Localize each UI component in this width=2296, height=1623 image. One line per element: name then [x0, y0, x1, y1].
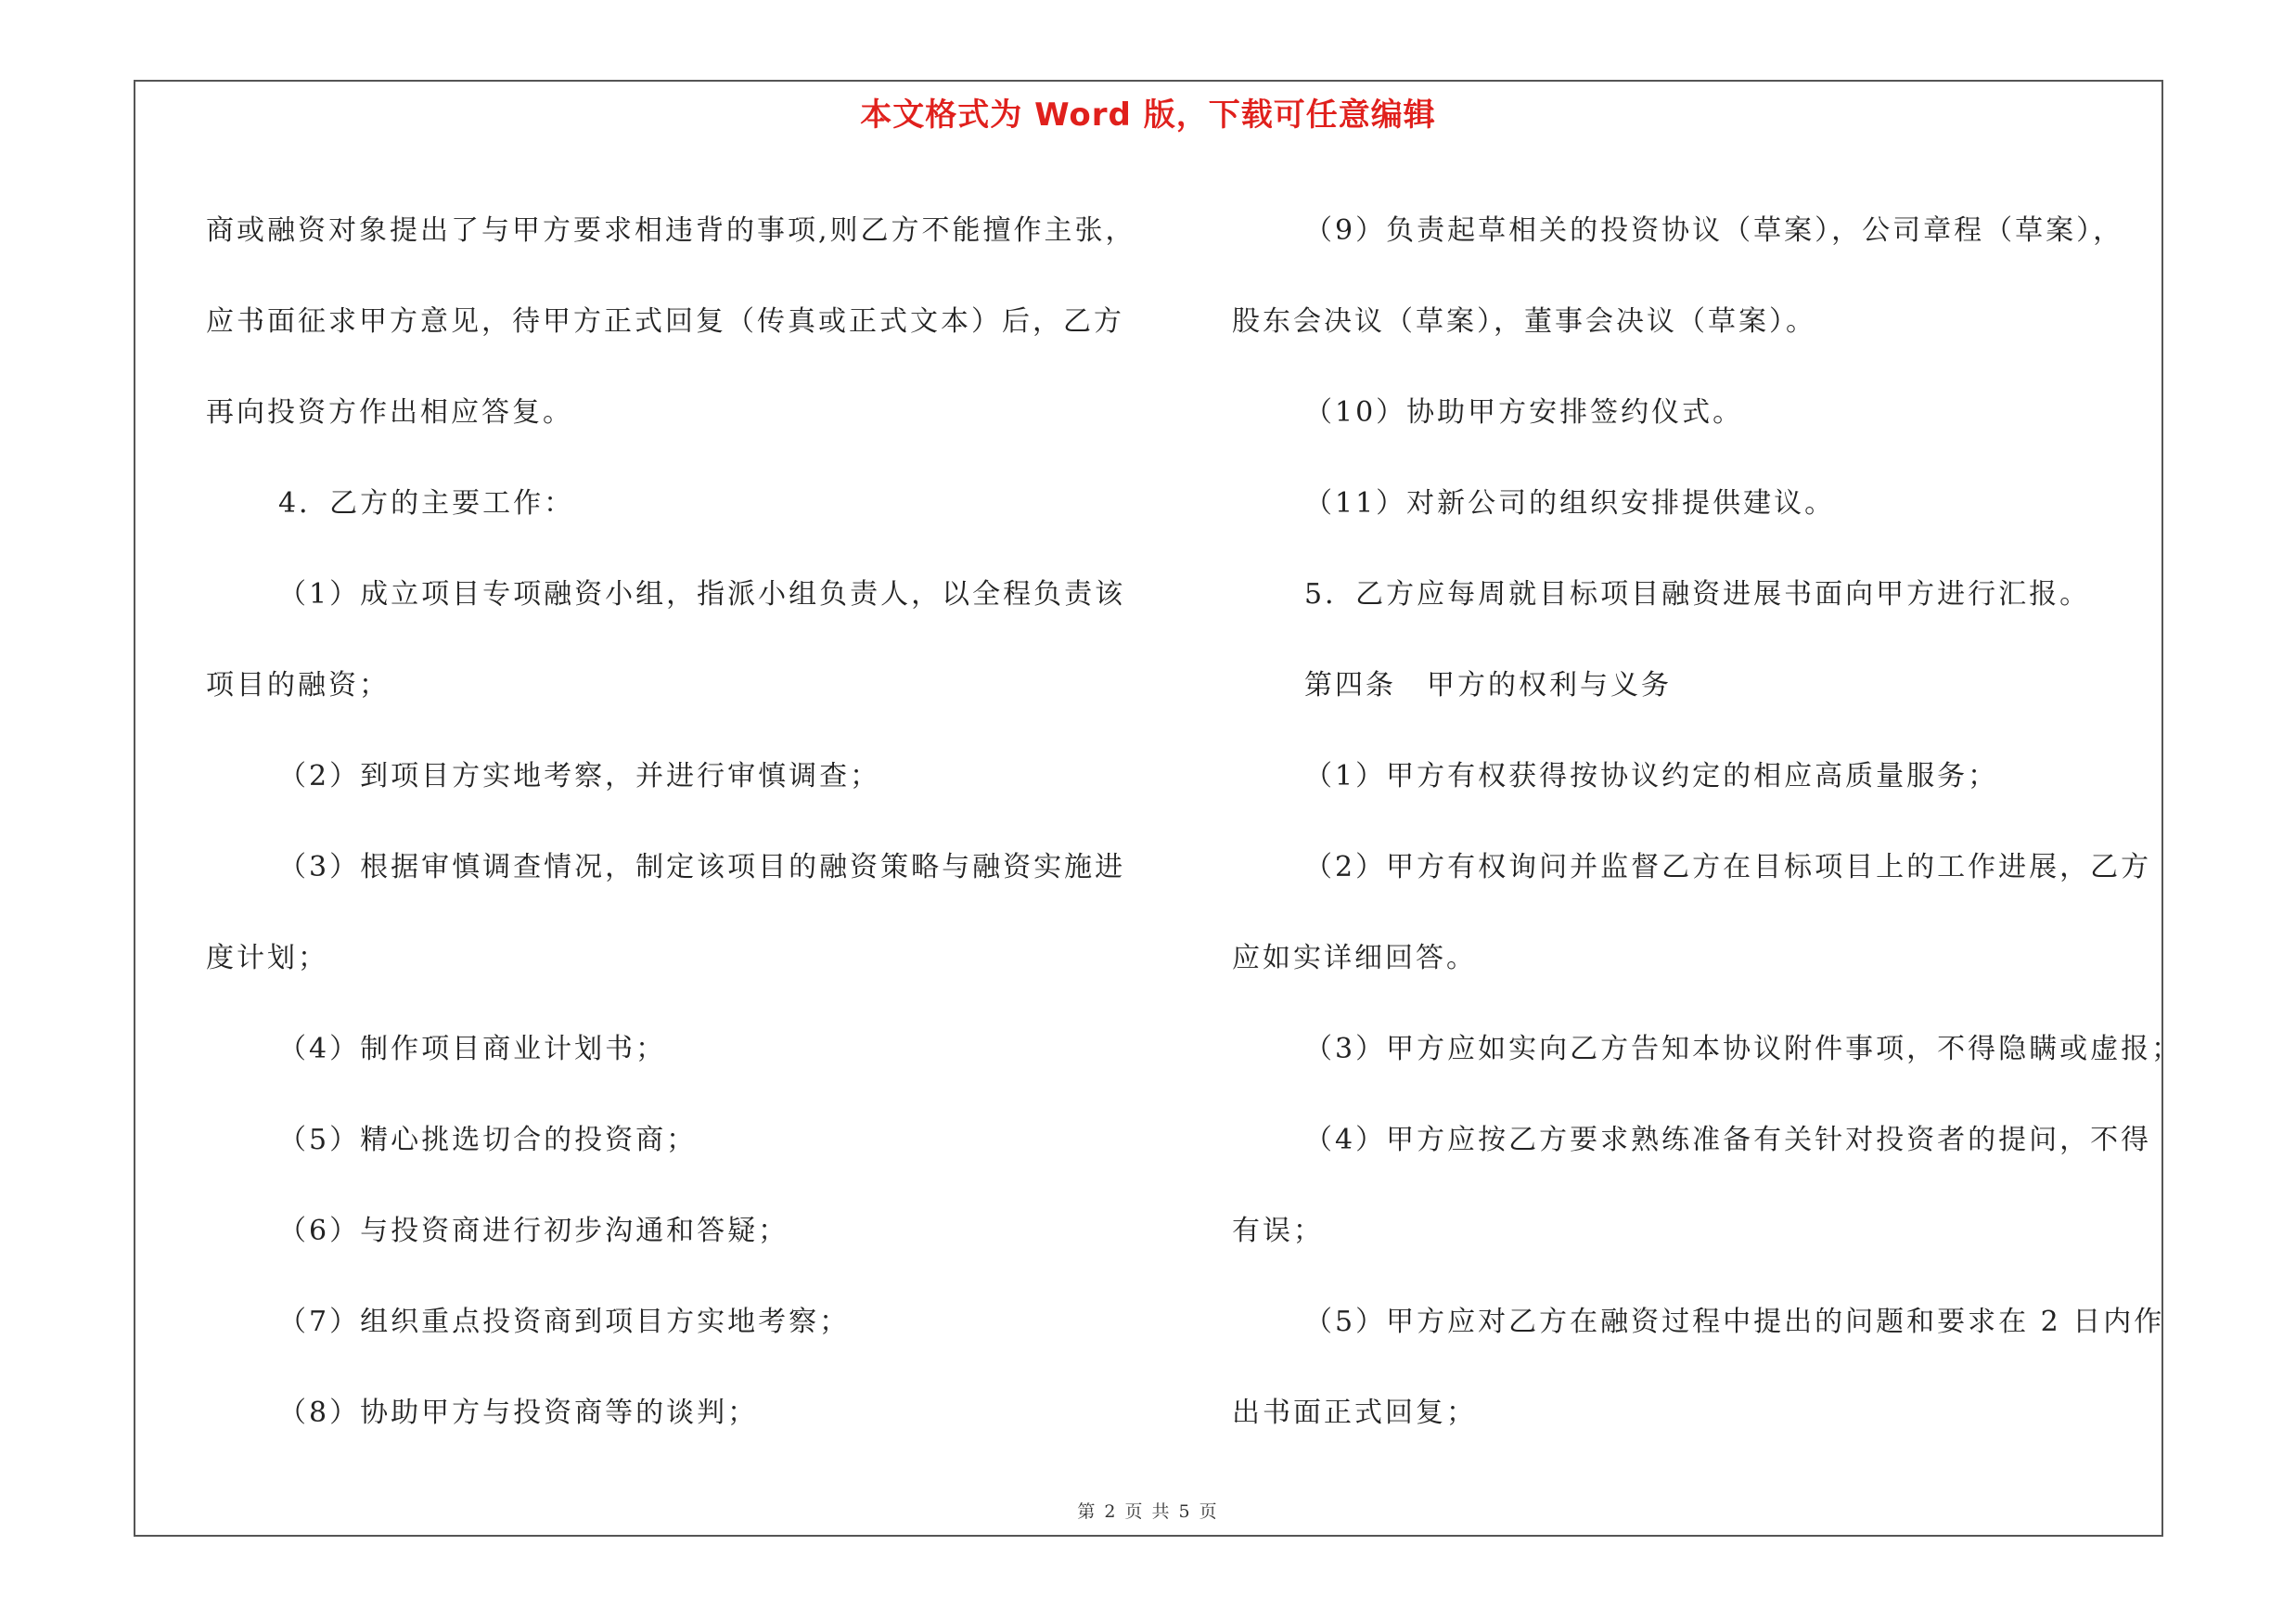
paragraph-line: （10）协助甲方安排签约仪式。 [1304, 396, 1744, 429]
paragraph-line: 项目的融资； [206, 669, 390, 702]
paragraph-line: 有误； [1232, 1215, 1324, 1247]
paragraph-line: （9）负责起草相关的投资协议（草案），公司章程（草案）， [1304, 214, 2124, 247]
paragraph-line: （3）甲方应如实向乙方告知本协议附件事项，不得隐瞒或虚报； [1304, 1033, 2183, 1065]
paragraph-line: （2）甲方有权询问并监督乙方在目标项目上的工作进展，乙方 [1304, 851, 2152, 883]
paragraph-line: 应书面征求甲方意见，待甲方正式回复（传真或正式文本）后，乙方 [206, 305, 1124, 338]
paragraph-line: （5）精心挑选切合的投资商； [278, 1124, 698, 1156]
paragraph-line: 再向投资方作出相应答复。 [206, 396, 573, 429]
paragraph-line: 应如实详细回答。 [1232, 942, 1477, 974]
paragraph-line: （1）成立项目专项融资小组，指派小组负责人，以全程负责该 [278, 578, 1126, 611]
paragraph-line: 出书面正式回复； [1232, 1397, 1477, 1429]
paragraph-line: （3）根据审慎调查情况，制定该项目的融资策略与融资实施进 [278, 851, 1126, 883]
paragraph-line: 4．乙方的主要工作： [278, 487, 575, 520]
paragraph-line: 第四条 甲方的权利与义务 [1304, 669, 1672, 702]
paragraph-line: 5．乙方应每周就目标项目融资进展书面向甲方进行汇报。 [1304, 578, 2091, 611]
paragraph-line: （1）甲方有权获得按协议约定的相应高质量服务； [1304, 760, 1999, 792]
header-banner: 本文格式为 Word 版，下载可任意编辑 [860, 97, 1436, 134]
paragraph-line: 股东会决议（草案），董事会决议（草案）。 [1232, 305, 1816, 338]
left-column [206, 186, 1171, 1459]
paragraph-line: （4）制作项目商业计划书； [278, 1033, 667, 1065]
right-column [1232, 186, 2183, 1459]
paragraph-line: （6）与投资商进行初步沟通和答疑； [278, 1215, 789, 1247]
paragraph-line: （5）甲方应对乙方在融资过程中提出的问题和要求在 2 日内作 [1304, 1306, 2165, 1338]
paragraph-line: （7）组织重点投资商到项目方实地考察； [278, 1306, 851, 1338]
paragraph-line: （8）协助甲方与投资商等的谈判； [278, 1397, 759, 1429]
paragraph-line: （11）对新公司的组织安排提供建议。 [1304, 487, 1836, 520]
paragraph-line: 商或融资对象提出了与甲方要求相违背的事项,则乙方不能擅作主张， [206, 214, 1136, 247]
page-footer: 第 2 页 共 5 页 [1077, 1501, 1219, 1522]
paragraph-line: （4）甲方应按乙方要求熟练准备有关针对投资者的提问，不得 [1304, 1124, 2152, 1156]
paragraph-line: 度计划； [206, 942, 328, 974]
paragraph-line: （2）到项目方实地考察，并进行审慎调查； [278, 760, 881, 792]
